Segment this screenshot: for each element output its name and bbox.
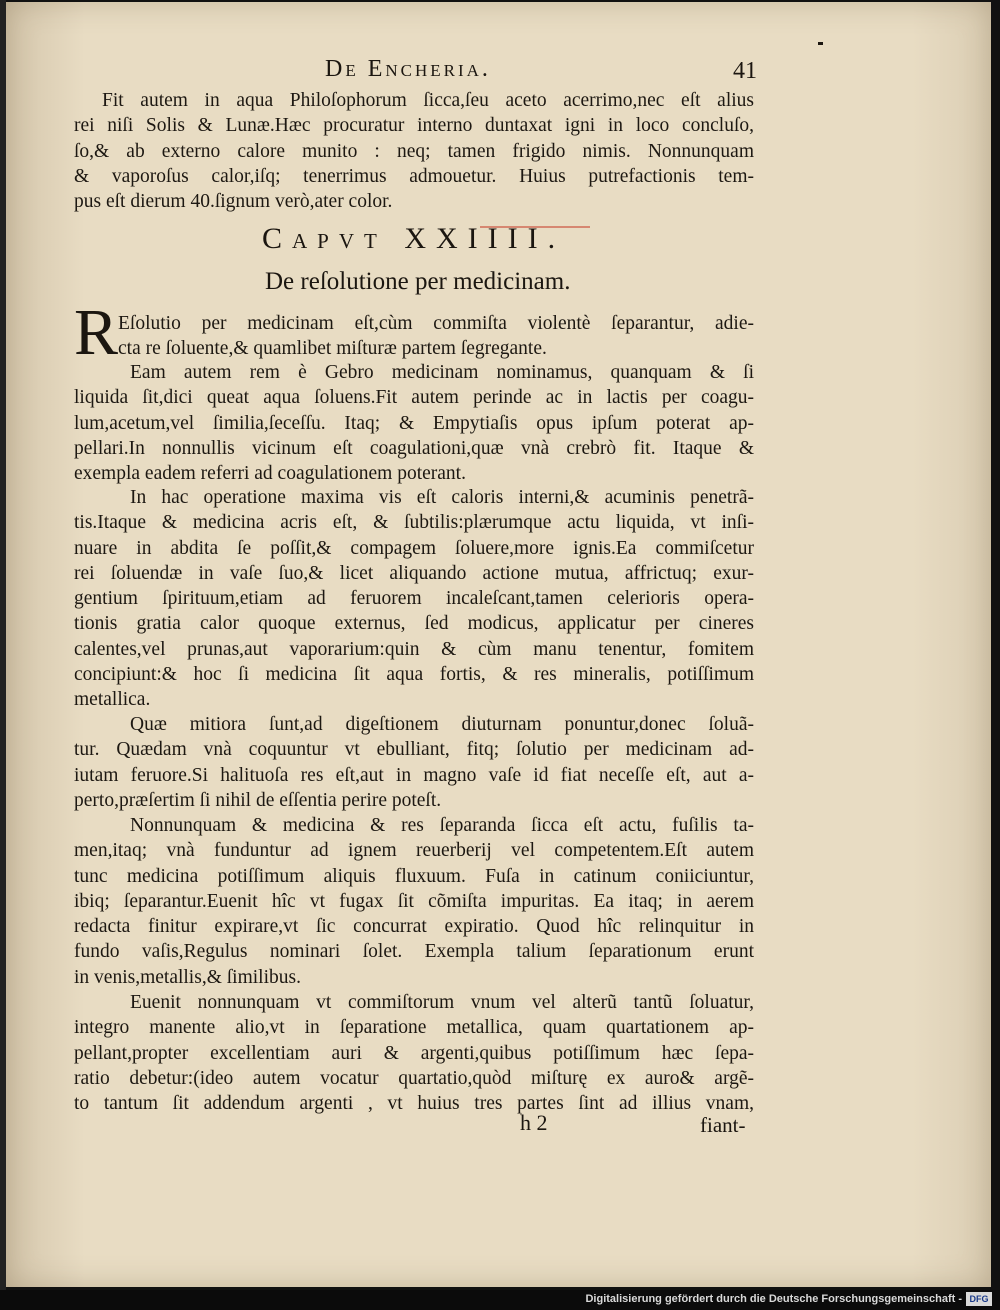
running-title: De Encheria.	[325, 56, 491, 82]
text-line: Quæ mitiora ſunt,ad digeſtionem diuturnam ponuntur,donec ſoluã-	[130, 714, 754, 735]
text-line: metallica.	[74, 689, 151, 711]
paragraph-3	[74, 485, 754, 713]
paragraph-1	[118, 311, 754, 361]
digitization-bar	[0, 1290, 1000, 1310]
text-line: perto,præſertim ſi nihil de eſſentia perire poteſt.	[74, 789, 442, 811]
intro-paragraph	[74, 88, 754, 214]
text-line: ibiq; ſeparantur.Euenit hîc vt fugax ſit cõmiſta impuritas. Ea itaq; in aerem	[74, 890, 754, 912]
ink-mark	[818, 42, 823, 45]
chapter-title: Capvt XXIIII.	[262, 222, 566, 255]
paragraph-6	[74, 990, 754, 1116]
catchword: fiant-	[700, 1113, 746, 1137]
text-line: concipiunt:& hoc ſi medicina ſit aqua fortis, & res mineralis, potiſſimum	[74, 664, 754, 686]
text-line: ſo,& ab externo calore munito : neq; tamen frigido nimis. Nonnunquam	[74, 140, 754, 162]
text-line: nuare in abdita ſe poſſit,& compagem ſoluere,more ignis.Ea commiſcetur	[74, 537, 754, 559]
text-line: tis.Itaque & medicina acris eſt, & ſubtilis:plærumque actu liquida, vt inſi-	[74, 512, 754, 534]
text-line: gentium ſpirituum,etiam ad feruorem incaleſcant,tamen celerioris opera-	[74, 588, 754, 610]
text-line: cta re ſoluente,& quamlibet miſturæ partem ſegregante.	[118, 338, 547, 359]
text-line: In hac operatione maxima vis eſt caloris interni,& acuminis penetrã-	[130, 487, 754, 508]
text-line: redacta finitur expirare,vt ſic concurrat expiratio. Quod hîc relinquitur in	[74, 916, 754, 938]
text-line: pus eſt dierum 40.ſignum verò,ater color.	[74, 191, 393, 213]
text-line: tur. Quædam vnà coquuntur vt ebulliant, fitq; ſolutio per medicinam ad-	[74, 739, 754, 761]
digitization-credit: Digitalisierung gefördert durch die Deutsche Forschungsgemeinschaft -	[585, 1293, 962, 1305]
text-line: Euenit nonnunquam vt commiſtorum vnum vel alterũ tantũ ſoluatur,	[130, 992, 754, 1013]
text-line: men,itaq; vnà funduntur ad ignem reuerberij vel competentem.Eſt autem	[74, 840, 754, 862]
text-line: integro manente alio,vt in ſeparatione metallica, quam quartationem ap-	[74, 1017, 754, 1039]
paragraph-5	[74, 813, 754, 990]
text-line: fundo vaſis,Regulus nominari ſolet. Exempla talium ſeparationum erunt	[74, 941, 754, 963]
text-line: calentes,vel prunas,aut vaporarium:quin & cùm manu tenentur, fomitem	[74, 638, 754, 660]
text-line: lum,acetum,vel ſimilia,ſeceſſu. Itaq; & Empytiaſis opus ipſum poterat ap-	[74, 412, 754, 434]
text-line: & vaporoſus calor,iſq; tenerrimus admouetur. Huius putrefactionis tem-	[74, 165, 754, 187]
text-line: tunc medicina potiſſimum aliquis fluxuum. Fuſa in catinum coniiciuntur,	[74, 865, 754, 887]
text-line: pellari.In nonnullis vicinum eſt coagulationi,quæ vnà crebrò fit. Itaque &	[74, 437, 754, 459]
paragraph-2	[74, 360, 754, 486]
paragraph-4	[74, 712, 754, 813]
dfg-logo: DFG	[966, 1292, 992, 1306]
text-line: Fit autem in aqua Philoſophorum ſicca,ſeu aceto acerrimo,nec eſt alius	[102, 90, 754, 111]
text-line: Eam autem rem è Gebro medicinam nominamus, quanquam & ſi	[130, 362, 754, 383]
drop-capital: R	[74, 296, 119, 369]
text-line: to tantum ſit addendum argenti , vt huius tres partes ſint ad illius vnam,	[74, 1093, 754, 1115]
text-line: rei ſoluendæ in vaſe ſuo,& licet aliquando actione mutua, affrictuq; exur-	[74, 562, 754, 584]
text-line: ratio debetur:(ideo autem vocatur quartatio,quòd miſturę ex auro& argẽ-	[74, 1067, 754, 1089]
text-line: rei niſi Solis & Lunæ.Hæc procuratur interno duntaxat igni in loco concluſo,	[74, 115, 754, 137]
chapter-subtitle: De reſolutione per medicinam.	[265, 268, 571, 295]
text-line: exempla eadem referri ad coagulationem poterant.	[74, 463, 466, 485]
text-line: Nonnunquam & medicina & res ſeparanda ſicca eſt actu, fuſilis ta-	[130, 815, 754, 836]
text-line: Eſolutio per medicinam eſt,cùm commiſta violentè ſeparantur, adie-	[118, 313, 754, 334]
text-line: iutam feruore.Si halituoſa res eſt,aut in magno vaſe id fiat neceſſe eſt, aut a-	[74, 764, 754, 786]
signature-mark: h 2	[520, 1110, 548, 1135]
text-line: pellant,propter excellentiam auri & argenti,quibus potiſſimum hæc ſepa-	[74, 1042, 754, 1064]
text-line: tionis gratia calor quoque externus, ſed modicus, applicatur per cineres	[74, 613, 754, 635]
page-number: 41	[733, 58, 757, 84]
text-line: liquida ſit,dici queat aqua ſoluens.Fit autem perinde ac in lactis per coagu-	[74, 387, 754, 409]
text-line: in venis,metallis,& ſimilibus.	[74, 966, 301, 988]
